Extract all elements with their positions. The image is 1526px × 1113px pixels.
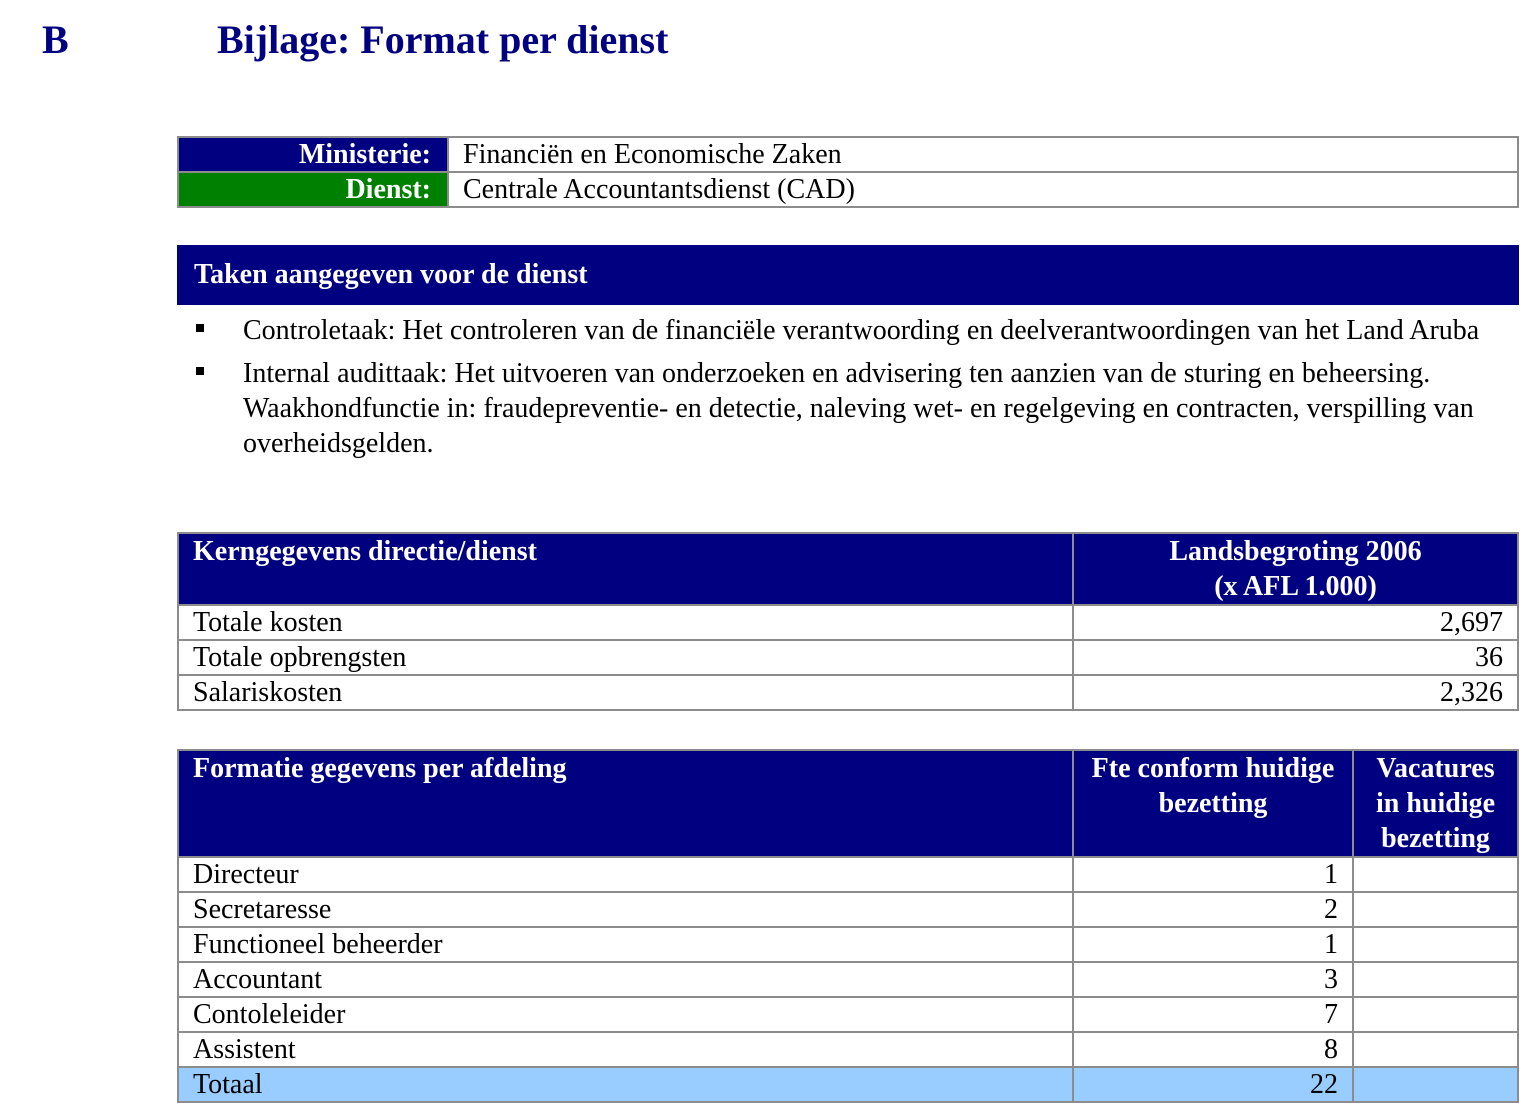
formatie-row-label: Directeur bbox=[178, 857, 1073, 892]
info-table bbox=[177, 136, 1519, 208]
formatie-row-label: Secretaresse bbox=[178, 892, 1073, 927]
formatie-header-fte: Fte conform huidige bezetting bbox=[1073, 750, 1353, 857]
ministerie-value: Financiën en Economische Zaken bbox=[448, 137, 1518, 172]
formatie-table bbox=[177, 749, 1519, 1103]
kerngegevens-table bbox=[177, 532, 1519, 711]
kern-header-row bbox=[178, 533, 1518, 605]
formatie-row-fte: 1 bbox=[1073, 857, 1353, 892]
dienst-label: Dienst: bbox=[178, 172, 448, 207]
table-row bbox=[178, 892, 1518, 927]
taken-item bbox=[190, 356, 1480, 461]
formatie-row-vacatures bbox=[1353, 997, 1518, 1032]
total-label: Totaal bbox=[178, 1067, 1073, 1102]
formatie-row-vacatures bbox=[1353, 927, 1518, 962]
total-fte: 22 bbox=[1073, 1067, 1353, 1102]
dienst-row bbox=[178, 172, 1518, 207]
kern-row-value: 2,697 bbox=[1073, 605, 1518, 640]
kern-row-label: Totale kosten bbox=[178, 605, 1073, 640]
kern-header-budget-line2: (x AFL 1.000) bbox=[1214, 571, 1377, 602]
kern-row-value: 2,326 bbox=[1073, 675, 1518, 710]
formatie-row-fte: 1 bbox=[1073, 927, 1353, 962]
table-row bbox=[178, 962, 1518, 997]
taken-list bbox=[190, 313, 1480, 469]
kern-row-label: Totale opbrengsten bbox=[178, 640, 1073, 675]
kern-header-budget-line1: Landsbegroting 2006 bbox=[1169, 536, 1422, 567]
formatie-header-label: Formatie gegevens per afdeling bbox=[178, 750, 1073, 857]
kern-header-label: Kerngegevens directie/dienst bbox=[178, 533, 1073, 605]
formatie-row-fte: 3 bbox=[1073, 962, 1353, 997]
taken-header: Taken aangegeven voor de dienst bbox=[177, 245, 1519, 305]
appendix-letter: B bbox=[42, 17, 69, 62]
kern-row-label: Salariskosten bbox=[178, 675, 1073, 710]
bullet-square-icon bbox=[196, 324, 204, 332]
formatie-row-fte: 8 bbox=[1073, 1032, 1353, 1067]
formatie-row-label: Assistent bbox=[178, 1032, 1073, 1067]
kern-row-value: 36 bbox=[1073, 640, 1518, 675]
formatie-row-vacatures bbox=[1353, 857, 1518, 892]
table-row bbox=[178, 1032, 1518, 1067]
kern-header-budget bbox=[1073, 533, 1518, 605]
total-vacatures bbox=[1353, 1067, 1518, 1102]
formatie-row-fte: 2 bbox=[1073, 892, 1353, 927]
taken-item-text: Internal audittaak: Het uitvoeren van onderzoeken en advisering ten aanzien van de sturing en beheersing. Waakhondfunctie in: fraudepreventie- en detectie, naleving wet- en regelgeving en contracten, verspilling van overheidsgelden. bbox=[243, 358, 1474, 459]
formatie-row-fte: 7 bbox=[1073, 997, 1353, 1032]
total-row bbox=[178, 1067, 1518, 1102]
bullet-square-icon bbox=[196, 367, 204, 375]
page-title: Bijlage: Format per dienst bbox=[217, 17, 669, 62]
formatie-row-label: Accountant bbox=[178, 962, 1073, 997]
formatie-row-label: Contoleleider bbox=[178, 997, 1073, 1032]
formatie-header-row bbox=[178, 750, 1518, 857]
dienst-value: Centrale Accountantsdienst (CAD) bbox=[448, 172, 1518, 207]
formatie-row-vacatures bbox=[1353, 892, 1518, 927]
taken-item-text: Controletaak: Het controleren van de financiële verantwoording en deelverantwoordingen van het Land Aruba bbox=[243, 315, 1480, 346]
ministerie-row bbox=[178, 137, 1518, 172]
table-row bbox=[178, 675, 1518, 710]
formatie-row-vacatures bbox=[1353, 962, 1518, 997]
ministerie-label: Ministerie: bbox=[178, 137, 448, 172]
formatie-row-vacatures bbox=[1353, 1032, 1518, 1067]
formatie-header-vacatures: Vacatures in huidige bezetting bbox=[1353, 750, 1518, 857]
formatie-row-label: Functioneel beheerder bbox=[178, 927, 1073, 962]
table-row bbox=[178, 997, 1518, 1032]
table-row bbox=[178, 857, 1518, 892]
table-row bbox=[178, 605, 1518, 640]
taken-item bbox=[190, 313, 1480, 348]
table-row bbox=[178, 927, 1518, 962]
table-row bbox=[178, 640, 1518, 675]
